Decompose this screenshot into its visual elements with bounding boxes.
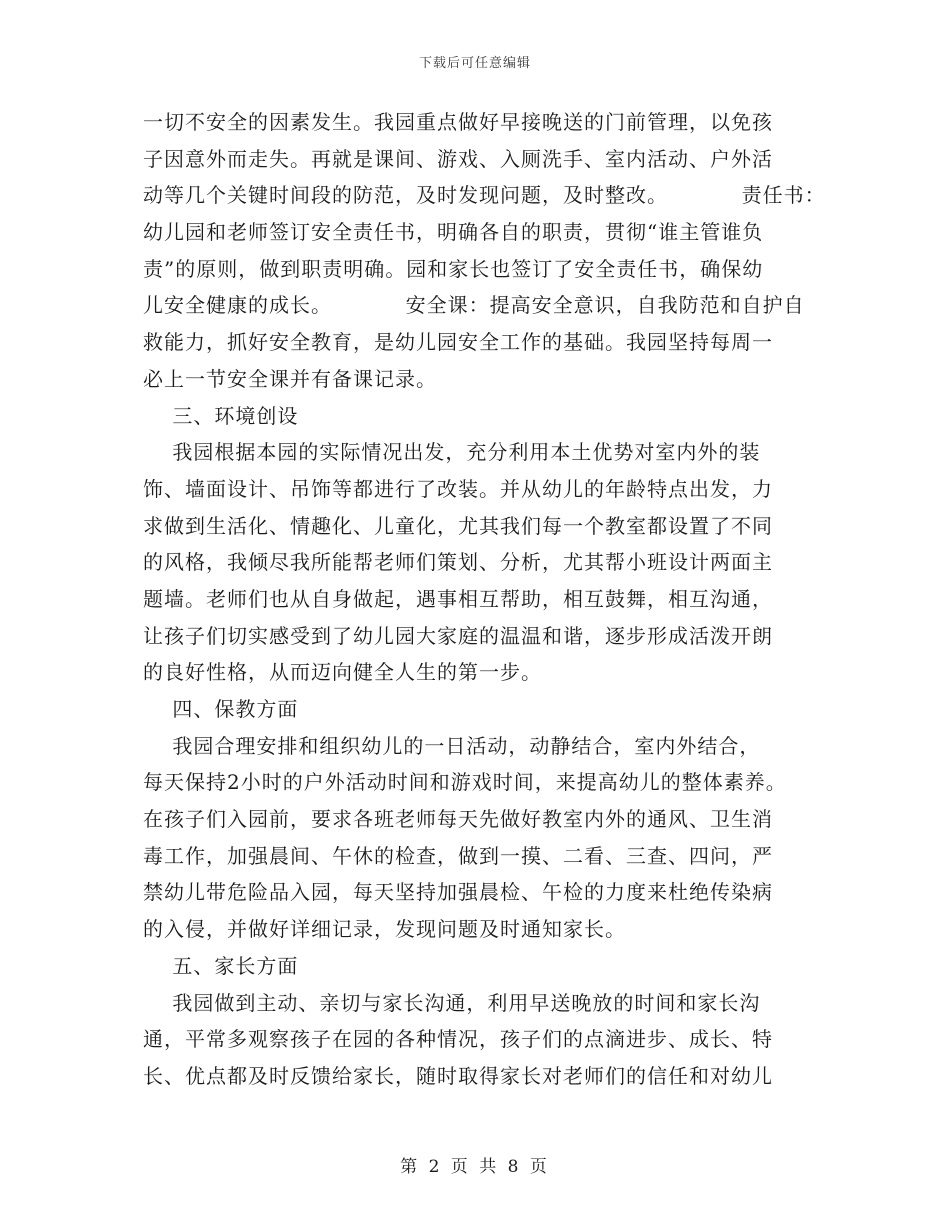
text-line: 让孩子们切实感受到了幼儿园大家庭的温温和谐，逐步形成活泼开朗 (143, 623, 773, 648)
text-line: 救能力，抓好安全教育，是幼儿园安全工作的基础。我园坚持每周一 (143, 330, 773, 355)
text-line: 求做到生活化、情趣化、儿童化，尤其我们每一个教室都设置了不同 (143, 513, 773, 538)
text-line: 的入侵，并做好详细记录，发现问题及时通知家长。 (143, 917, 626, 942)
text-line: 的良好性格，从而迈向健全人生的第一步。 (143, 660, 542, 685)
text-line: 必上一节安全课并有备课记录。 (143, 366, 437, 391)
text-line: 幼儿园和老师签订安全责任书，明确各自的职责，贯彻“谁主管谁负 (143, 220, 764, 245)
text-line: 我园根据本园的实际情况出发，充分利用本土优势对室内外的装 (143, 440, 761, 465)
text-line: 禁幼儿带危险品入园，每天坚持加强晨检、午检的力度来杜绝传染病 (143, 880, 773, 905)
text-line: 每天保持2小时的户外活动时间和游戏时间，来提高幼儿的整体素养。 (143, 770, 787, 795)
page-header: 下载后可任意编辑 (418, 56, 531, 71)
section-heading: 三、环境创设 (143, 403, 299, 428)
text-line: 一切不安全的因素发生。我园重点做好早接晚送的门前管理，以免孩 (143, 110, 773, 134)
text-line: 责”的原则，做到职责明确。园和家长也签订了安全责任书，确保幼 (143, 256, 764, 281)
text-line: 我园做到主动、亲切与家长沟通，利用早送晚放的时间和家长沟 (143, 990, 761, 1015)
text-line: 饰、墙面设计、吊饰等都进行了改装。并从幼儿的年龄特点出发，力 (143, 476, 773, 501)
document-body (143, 104, 826, 1095)
text-line: 通，平常多观察孩子在园的各种情况，孩子们的点滴进步、成长、特 (143, 1027, 773, 1052)
text-line: 我园合理安排和组织幼儿的一日活动，动静结合，室内外结合， (143, 733, 761, 758)
text-line: 长、优点都及时反馈给家长，随时取得家长对老师们的信任和对幼儿 (143, 1063, 773, 1088)
page-footer: 第 2 页 共 8 页 (400, 1157, 550, 1177)
section-heading: 五、家长方面 (143, 953, 299, 978)
text-line: 毒工作，加强晨间、午休的检查，做到一摸、二看、三查、四问，严 (143, 843, 773, 868)
text-line: 题墙。老师们也从自身做起，遇事相互帮助，相互鼓舞，相互沟通， (143, 586, 773, 611)
text-line: 子因意外而走失。再就是课间、游戏、入厕洗手、室内活动、户外活 (143, 146, 773, 171)
text-line: 儿安全健康的成长。 安全课：提高安全意识，自我防范和自护自 (143, 293, 805, 318)
section-heading: 四、保教方面 (143, 697, 299, 721)
text-line: 动等几个关键时间段的防范，及时发现问题，及时整改。 责任书： (143, 183, 826, 208)
text-line: 的风格，我倾尽我所能帮老师们策划、分析，尤其帮小班设计两面主 (143, 550, 773, 575)
text-line: 在孩子们入园前，要求各班老师每天先做好教室内外的通风、卫生消 (143, 807, 773, 832)
